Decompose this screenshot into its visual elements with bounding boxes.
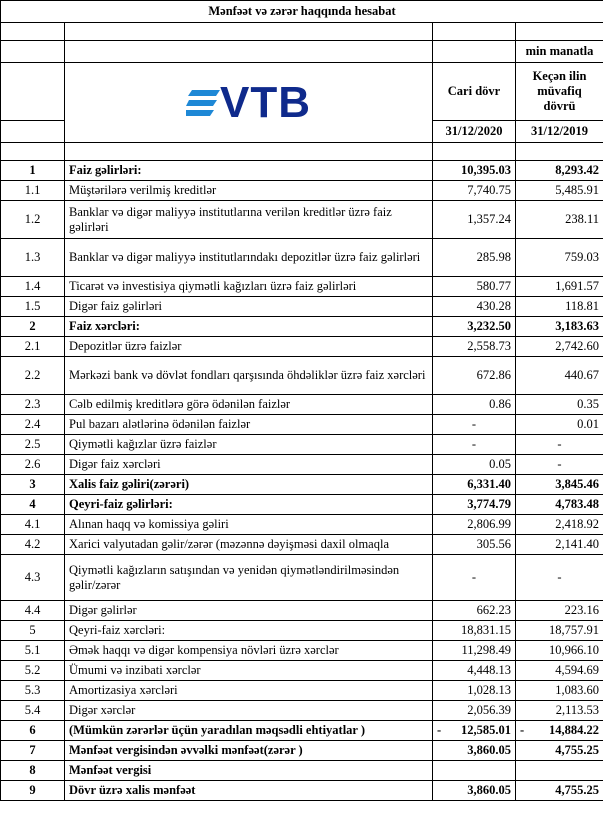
table-row [1, 435, 603, 455]
current-value: 4,448.13 [433, 661, 516, 681]
negative-sign: - [437, 723, 442, 737]
previous-value: 4,594.69 [516, 661, 603, 681]
row-number: 2.2 [1, 357, 65, 395]
row-number: 9 [1, 781, 65, 801]
previous-value: 0.35 [516, 395, 603, 415]
current-value: 305.56 [433, 535, 516, 555]
table-row [1, 781, 603, 801]
row-number: 1.5 [1, 297, 65, 317]
row-number: 2.6 [1, 455, 65, 475]
table-row [1, 181, 603, 201]
previous-value: 2,742.60 [516, 337, 603, 357]
row-label: Ticarət və investisiya qiymətli kağızları üzrə faiz gəlirləri [65, 277, 433, 297]
row-label: Cəlb edilmiş kreditlərə görə ödənilən faizlər [65, 395, 433, 415]
row-number: 4.2 [1, 535, 65, 555]
blank-row [1, 143, 603, 161]
row-number: 1.3 [1, 239, 65, 277]
table-row [1, 161, 603, 181]
unit-label: min manatla [516, 41, 603, 63]
current-value: 7,740.75 [433, 181, 516, 201]
table-row [1, 297, 603, 317]
row-number: 1.4 [1, 277, 65, 297]
previous-value: - [516, 555, 603, 601]
previous-value: 4,783.48 [516, 495, 603, 515]
row-number: 2 [1, 317, 65, 337]
table-row [1, 601, 603, 621]
row-number: 5.1 [1, 641, 65, 661]
current-value: 10,395.03 [433, 161, 516, 181]
previous-value: 3,183.63 [516, 317, 603, 337]
row-label: Mənfəət vergisindən əvvəlki mənfəət(zərər ) [65, 741, 433, 761]
previous-value: - [516, 435, 603, 455]
table-row [1, 721, 603, 741]
row-label: (Mümkün zərərlər üçün yaradılan məqsədli ehtiyatlar ) [65, 721, 433, 741]
report-title: Mənfəət və zərər haqqında hesabat [1, 1, 603, 23]
row-label: Mərkəzi bank və dövlət fondları qarşısında öhdəliklər üzrə faiz xərcləri [65, 357, 433, 395]
current-value: 0.05 [433, 455, 516, 475]
row-number: 1.2 [1, 201, 65, 239]
table-row [1, 239, 603, 277]
current-value: 662.23 [433, 601, 516, 621]
title-row [1, 1, 603, 23]
row-number: 4 [1, 495, 65, 515]
row-label: Faiz gəlirləri: [65, 161, 433, 181]
previous-value: 238.11 [516, 201, 603, 239]
previous-value: 4,755.25 [516, 741, 603, 761]
row-label: Banklar və digər maliyyə institutlarına verilən kreditlər üzrə faiz gəlirləri [65, 201, 433, 239]
current-value: - [433, 435, 516, 455]
table-row [1, 455, 603, 475]
row-number: 4.1 [1, 515, 65, 535]
table-row [1, 415, 603, 435]
previous-value: 2,418.92 [516, 515, 603, 535]
previous-value [516, 761, 603, 781]
header-row [1, 63, 603, 121]
table-row [1, 395, 603, 415]
row-label: Alınan haqq və komissiya gəliri [65, 515, 433, 535]
row-label: Faiz xərcləri: [65, 317, 433, 337]
row-label: Digər faiz gəlirləri [65, 297, 433, 317]
row-label: Mənfəət vergisi [65, 761, 433, 781]
previous-value: 440.67 [516, 357, 603, 395]
row-label: Amortizasiya xərcləri [65, 681, 433, 701]
table-row [1, 641, 603, 661]
previous-value: 118.81 [516, 297, 603, 317]
current-value: 1,028.13 [433, 681, 516, 701]
previous-value: 3,845.46 [516, 475, 603, 495]
row-label: Qeyri-faiz gəlirləri: [65, 495, 433, 515]
row-label: Digər faiz xərcləri [65, 455, 433, 475]
table-row [1, 495, 603, 515]
logo-cell [65, 63, 433, 143]
current-value: - [433, 555, 516, 601]
negative-sign: - [520, 723, 525, 737]
table-row [1, 741, 603, 761]
row-number: 4.4 [1, 601, 65, 621]
current-value: 3,860.05 [433, 741, 516, 761]
table-row [1, 201, 603, 239]
current-value: 580.77 [433, 277, 516, 297]
current-value: 18,831.15 [433, 621, 516, 641]
row-label: Xalis faiz gəliri(zərəri) [65, 475, 433, 495]
previous-value: 2,113.53 [516, 701, 603, 721]
previous-value [516, 721, 603, 741]
table-row [1, 277, 603, 297]
row-label: Banklar və digər maliyyə institutlarındakı depozitlər üzrə faiz gəlirləri [65, 239, 433, 277]
row-label: Qiymətli kağızların satışından və yenidən qiymətləndirilməsindən gəlir/zərər [65, 555, 433, 601]
table-row [1, 681, 603, 701]
table-row [1, 515, 603, 535]
table-row [1, 555, 603, 601]
row-number: 5 [1, 621, 65, 641]
row-number: 6 [1, 721, 65, 741]
current-value: 11,298.49 [433, 641, 516, 661]
blank-row [1, 23, 603, 41]
current-value: - [433, 415, 516, 435]
row-number: 2.4 [1, 415, 65, 435]
table-row [1, 337, 603, 357]
current-value-text: 12,585.01 [461, 723, 511, 737]
row-number: 2.3 [1, 395, 65, 415]
previous-period-header: Keçən ilin müvafiq dövrü [516, 63, 603, 121]
current-value: 2,558.73 [433, 337, 516, 357]
current-value: 285.98 [433, 239, 516, 277]
table-row [1, 621, 603, 641]
current-value: 2,806.99 [433, 515, 516, 535]
unit-row [1, 41, 603, 63]
previous-value: 8,293.42 [516, 161, 603, 181]
row-number: 7 [1, 741, 65, 761]
previous-value: 1,691.57 [516, 277, 603, 297]
row-number: 5.2 [1, 661, 65, 681]
previous-value-text: 14,884.22 [549, 723, 599, 737]
vtb-logo-text: VTB [220, 77, 311, 127]
table-row [1, 317, 603, 337]
row-number: 8 [1, 761, 65, 781]
row-number: 4.3 [1, 555, 65, 601]
current-value: 3,860.05 [433, 781, 516, 801]
vtb-logo [186, 77, 311, 127]
previous-value: 5,485.91 [516, 181, 603, 201]
previous-value: 2,141.40 [516, 535, 603, 555]
current-value [433, 761, 516, 781]
previous-value: 1,083.60 [516, 681, 603, 701]
row-label: Qeyri-faiz xərcləri: [65, 621, 433, 641]
previous-value: 759.03 [516, 239, 603, 277]
previous-value: 223.16 [516, 601, 603, 621]
row-label: Digər gəlirlər [65, 601, 433, 621]
row-label: Müştərilərə verilmiş kreditlər [65, 181, 433, 201]
previous-date: 31/12/2019 [516, 121, 603, 143]
table-row [1, 357, 603, 395]
row-number: 3 [1, 475, 65, 495]
current-value [433, 721, 516, 741]
row-label: Dövr üzrə xalis mənfəət [65, 781, 433, 801]
current-value: 2,056.39 [433, 701, 516, 721]
current-value: 0.86 [433, 395, 516, 415]
row-label: Ümumi və inzibati xərclər [65, 661, 433, 681]
table-row [1, 701, 603, 721]
row-number: 2.5 [1, 435, 65, 455]
table-row [1, 761, 603, 781]
row-number: 5.4 [1, 701, 65, 721]
table-row [1, 535, 603, 555]
row-label: Əmək haqqı və digər kompensiya növləri üzrə xərclər [65, 641, 433, 661]
current-value: 6,331.40 [433, 475, 516, 495]
current-value: 672.86 [433, 357, 516, 395]
row-number: 1 [1, 161, 65, 181]
row-label: Xarici valyutadan gəlir/zərər (məzənnə dəyişməsi daxil olmaqla [65, 535, 433, 555]
current-period-header: Cari dövr [433, 63, 516, 121]
previous-value: 18,757.91 [516, 621, 603, 641]
row-number: 1.1 [1, 181, 65, 201]
current-value: 3,232.50 [433, 317, 516, 337]
row-number: 5.3 [1, 681, 65, 701]
vtb-stripes-icon [186, 88, 220, 118]
table-row [1, 661, 603, 681]
current-value: 1,357.24 [433, 201, 516, 239]
row-label: Digər xərclər [65, 701, 433, 721]
row-label: Depozitlər üzrə faizlər [65, 337, 433, 357]
previous-value: 0.01 [516, 415, 603, 435]
current-date: 31/12/2020 [433, 121, 516, 143]
current-value: 3,774.79 [433, 495, 516, 515]
row-label: Pul bazarı alətlərinə ödənilən faizlər [65, 415, 433, 435]
row-label: Qiymətli kağızlar üzrə faizlər [65, 435, 433, 455]
row-number: 2.1 [1, 337, 65, 357]
previous-value: - [516, 455, 603, 475]
previous-value: 4,755.25 [516, 781, 603, 801]
previous-value: 10,966.10 [516, 641, 603, 661]
table-row [1, 475, 603, 495]
current-value: 430.28 [433, 297, 516, 317]
